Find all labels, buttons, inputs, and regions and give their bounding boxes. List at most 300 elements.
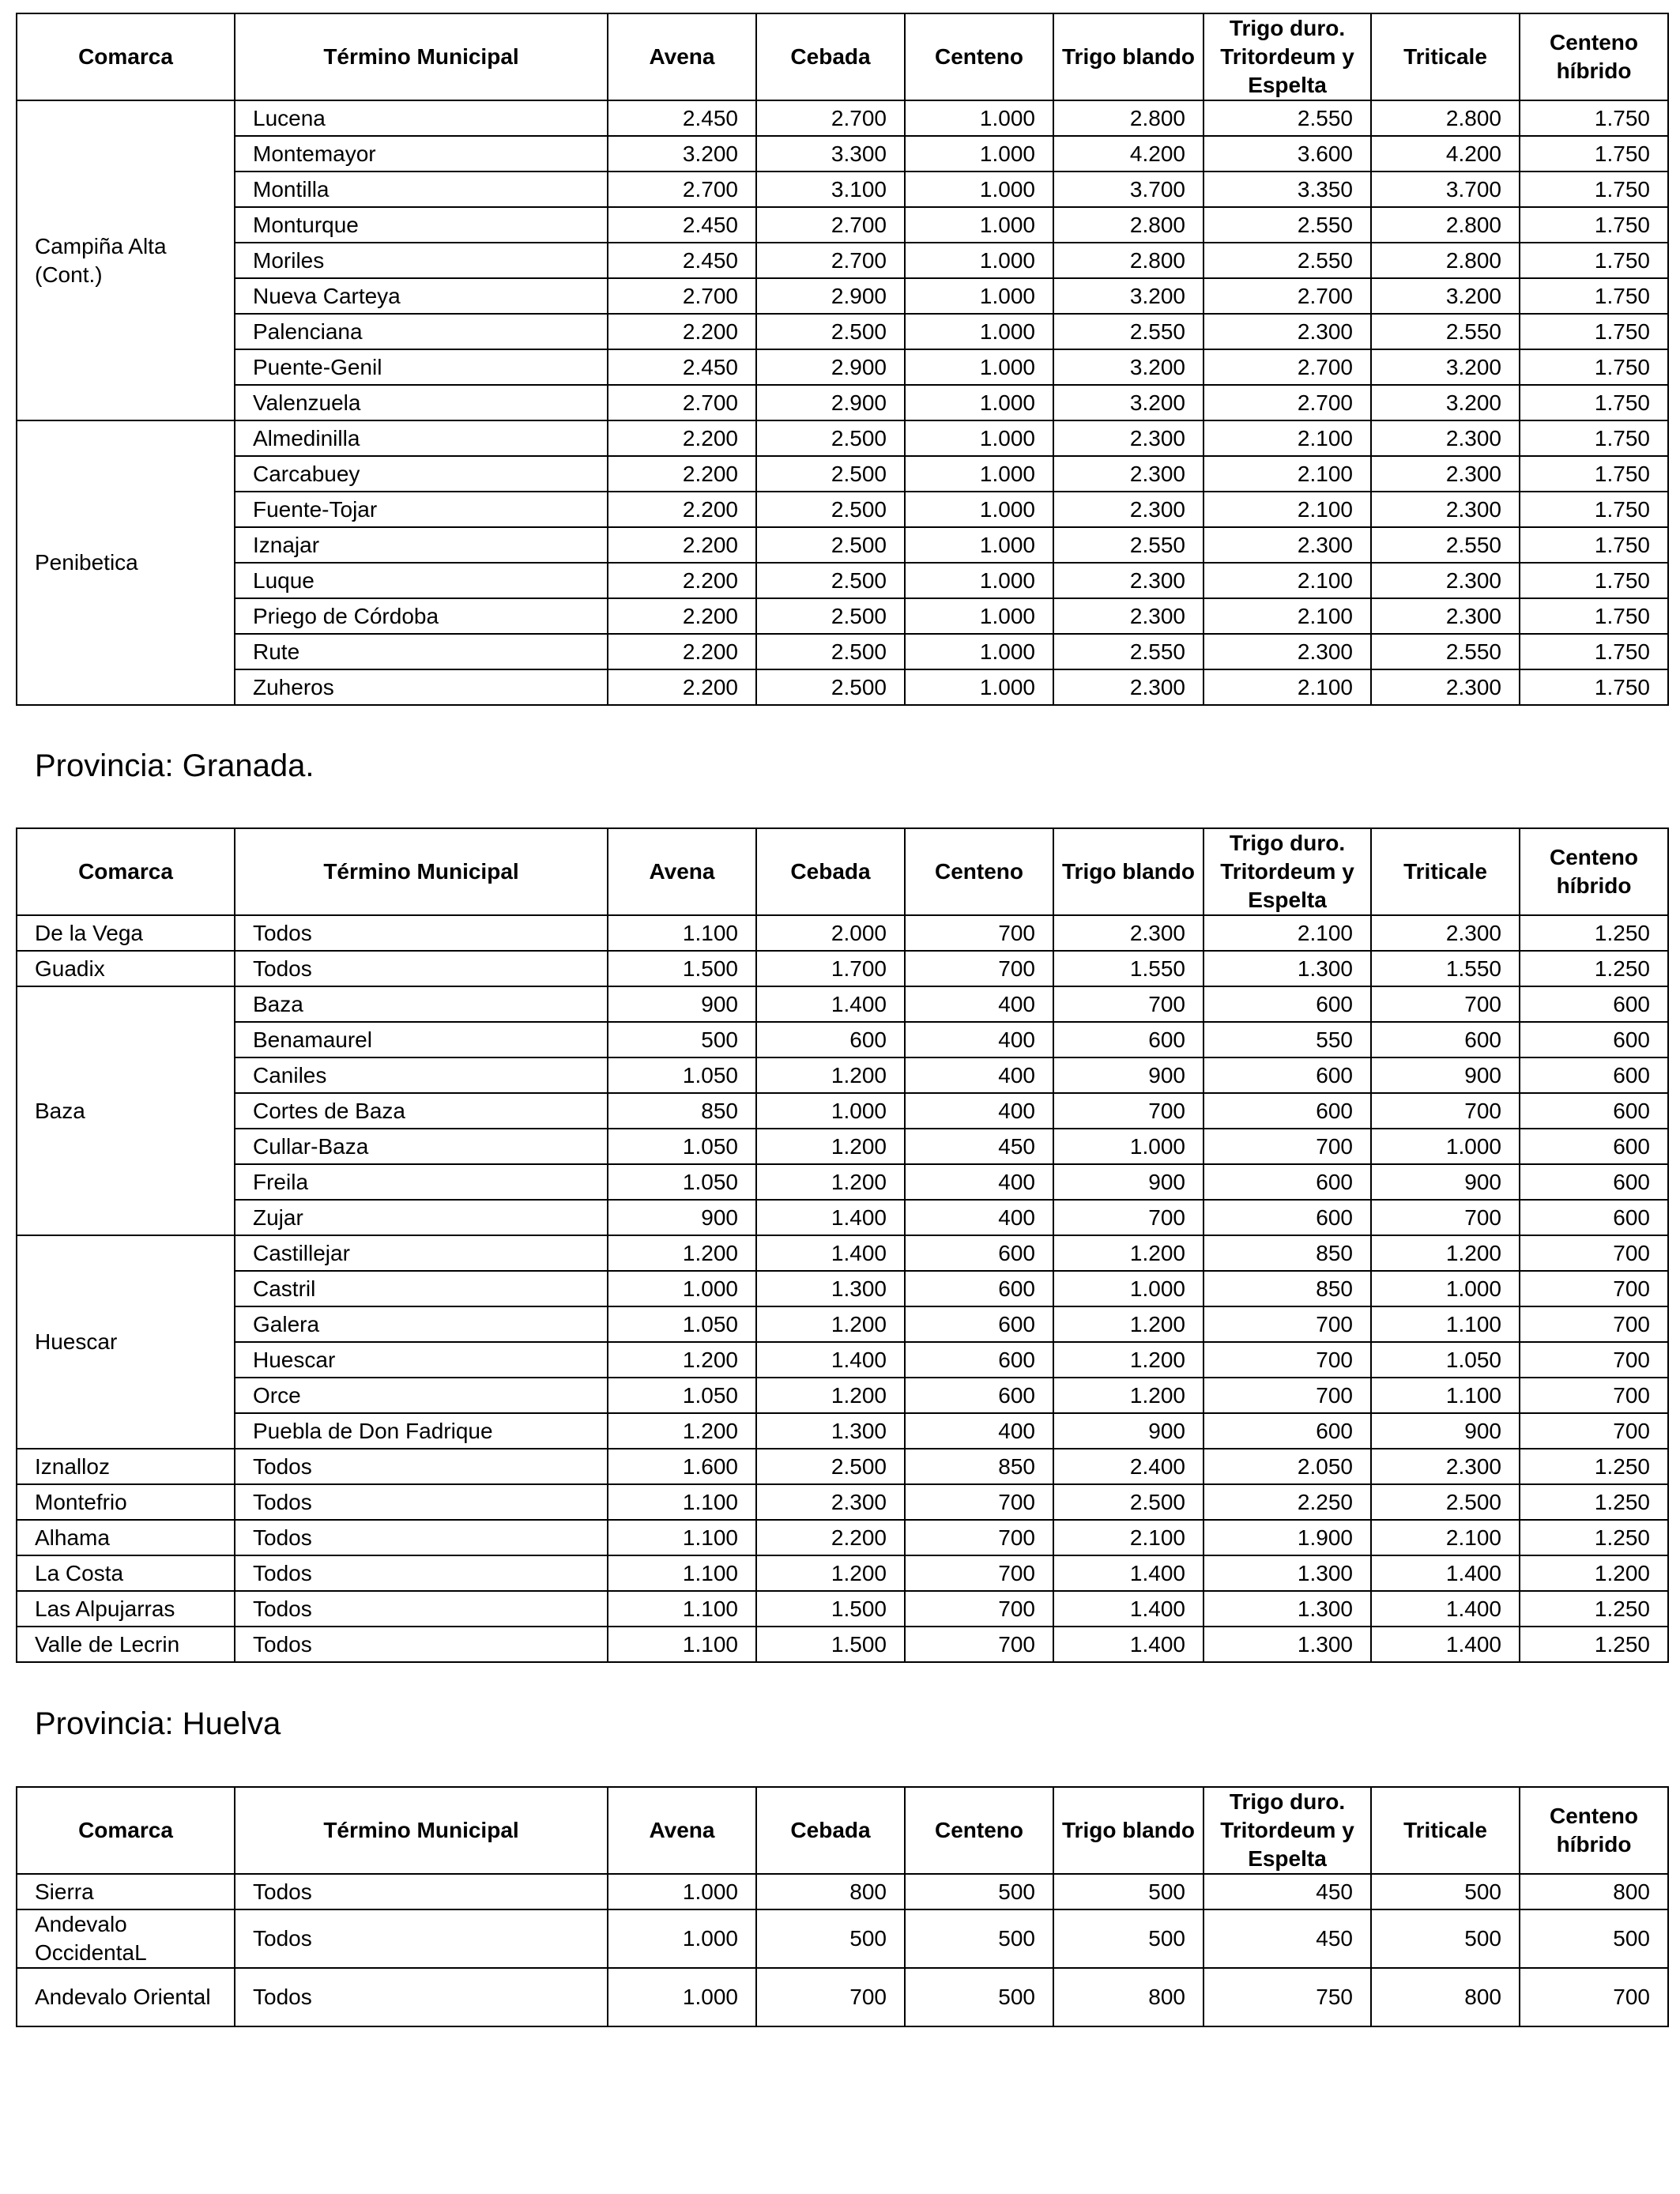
value-cell: 1.000 <box>905 527 1053 563</box>
table-row <box>17 420 1668 456</box>
value-cell: 700 <box>905 951 1053 986</box>
value-cell: 1.400 <box>756 1342 905 1378</box>
value-cell: 1.100 <box>608 1555 756 1591</box>
value-cell: 900 <box>1053 1057 1203 1093</box>
value-cell: 1.200 <box>1053 1306 1203 1342</box>
value-cell: 3.200 <box>1053 385 1203 420</box>
table-row <box>17 1874 1668 1909</box>
value-cell: 2.300 <box>1371 563 1520 598</box>
value-cell: 2.200 <box>608 314 756 349</box>
value-cell: 2.300 <box>1053 598 1203 634</box>
value-cell: 1.300 <box>1203 1627 1371 1662</box>
comarca-cell: Andevalo Oriental <box>17 1968 235 2026</box>
value-cell: 1.500 <box>756 1627 905 1662</box>
value-cell: 1.250 <box>1520 1520 1668 1555</box>
value-cell: 800 <box>1520 1874 1668 1909</box>
value-cell: 1.100 <box>608 915 756 951</box>
value-cell: 2.050 <box>1203 1449 1371 1484</box>
municipio-cell: Caniles <box>235 1057 608 1093</box>
comarca-cell: Guadix <box>17 951 235 986</box>
value-cell: 1.050 <box>608 1164 756 1200</box>
value-cell: 600 <box>1520 1200 1668 1235</box>
value-cell: 1.050 <box>608 1129 756 1164</box>
value-cell: 1.400 <box>756 986 905 1022</box>
value-cell: 1.100 <box>608 1591 756 1627</box>
value-cell: 600 <box>1371 1022 1520 1057</box>
column-header: Término Municipal <box>235 828 608 915</box>
value-cell: 2.300 <box>1371 598 1520 634</box>
value-cell: 700 <box>905 1591 1053 1627</box>
value-cell: 2.100 <box>1203 456 1371 492</box>
value-cell: 1.500 <box>756 1591 905 1627</box>
value-cell: 1.550 <box>1053 951 1203 986</box>
value-cell: 1.000 <box>905 100 1053 136</box>
value-cell: 700 <box>1371 986 1520 1022</box>
value-cell: 600 <box>1520 1022 1668 1057</box>
value-cell: 2.300 <box>1053 492 1203 527</box>
comarca-cell: Baza <box>17 986 235 1235</box>
table-row <box>17 1909 1668 1968</box>
table-row <box>17 207 1668 243</box>
value-cell: 500 <box>1371 1909 1520 1968</box>
value-cell: 1.750 <box>1520 420 1668 456</box>
value-cell: 1.000 <box>905 634 1053 669</box>
value-cell: 2.800 <box>1371 100 1520 136</box>
value-cell: 2.550 <box>1371 527 1520 563</box>
value-cell: 2.300 <box>1371 456 1520 492</box>
table-row <box>17 172 1668 207</box>
value-cell: 700 <box>1203 1378 1371 1413</box>
value-cell: 1.750 <box>1520 278 1668 314</box>
municipio-cell: Lucena <box>235 100 608 136</box>
value-cell: 850 <box>905 1449 1053 1484</box>
municipio-cell: Huescar <box>235 1342 608 1378</box>
value-cell: 1.750 <box>1520 207 1668 243</box>
value-cell: 2.100 <box>1203 669 1371 705</box>
table-row <box>17 492 1668 527</box>
value-cell: 3.200 <box>1053 349 1203 385</box>
value-cell: 2.450 <box>608 243 756 278</box>
value-cell: 500 <box>905 1909 1053 1968</box>
table-row <box>17 136 1668 172</box>
value-cell: 700 <box>1053 1093 1203 1129</box>
value-cell: 700 <box>1520 1306 1668 1342</box>
municipio-cell: Zuheros <box>235 669 608 705</box>
value-cell: 2.300 <box>756 1484 905 1520</box>
value-cell: 1.750 <box>1520 669 1668 705</box>
table-row <box>17 1164 1668 1200</box>
value-cell: 1.750 <box>1520 136 1668 172</box>
value-cell: 2.500 <box>756 1449 905 1484</box>
value-cell: 2.450 <box>608 349 756 385</box>
column-header: Trigo duro. Tritordeum y Espelta <box>1203 13 1371 100</box>
value-cell: 1.000 <box>905 669 1053 705</box>
value-cell: 700 <box>905 915 1053 951</box>
value-cell: 2.500 <box>756 314 905 349</box>
value-cell: 1.400 <box>1053 1555 1203 1591</box>
value-cell: 2.500 <box>1371 1484 1520 1520</box>
value-cell: 900 <box>608 1200 756 1235</box>
value-cell: 1.200 <box>756 1057 905 1093</box>
column-header: Triticale <box>1371 828 1520 915</box>
value-cell: 1.750 <box>1520 172 1668 207</box>
value-cell: 2.200 <box>608 563 756 598</box>
value-cell: 2.300 <box>1053 420 1203 456</box>
value-cell: 2.700 <box>1203 385 1371 420</box>
value-cell: 1.750 <box>1520 563 1668 598</box>
header-row <box>17 1787 1668 1874</box>
value-cell: 400 <box>905 1057 1053 1093</box>
value-cell: 900 <box>608 986 756 1022</box>
municipio-cell: Baza <box>235 986 608 1022</box>
value-cell: 1.600 <box>608 1449 756 1484</box>
value-cell: 2.200 <box>608 598 756 634</box>
value-cell: 2.700 <box>756 243 905 278</box>
value-cell: 1.000 <box>1053 1129 1203 1164</box>
value-cell: 1.750 <box>1520 243 1668 278</box>
value-cell: 600 <box>1053 1022 1203 1057</box>
value-cell: 2.300 <box>1203 314 1371 349</box>
column-header: Trigo blando <box>1053 13 1203 100</box>
value-cell: 2.200 <box>756 1520 905 1555</box>
value-cell: 4.200 <box>1053 136 1203 172</box>
table-row <box>17 915 1668 951</box>
value-cell: 600 <box>1520 1057 1668 1093</box>
value-cell: 2.500 <box>756 598 905 634</box>
value-cell: 1.100 <box>608 1520 756 1555</box>
value-cell: 2.300 <box>1053 669 1203 705</box>
value-cell: 2.100 <box>1203 598 1371 634</box>
comarca-cell: La Costa <box>17 1555 235 1591</box>
value-cell: 2.200 <box>608 420 756 456</box>
value-cell: 1.000 <box>756 1093 905 1129</box>
column-header: Centeno <box>905 13 1053 100</box>
value-cell: 2.300 <box>1371 1449 1520 1484</box>
column-header: Triticale <box>1371 1787 1520 1874</box>
value-cell: 2.800 <box>1053 100 1203 136</box>
value-cell: 1.750 <box>1520 314 1668 349</box>
municipio-cell: Todos <box>235 1909 608 1968</box>
value-cell: 500 <box>1520 1909 1668 1968</box>
value-cell: 1.200 <box>756 1129 905 1164</box>
value-cell: 2.300 <box>1371 915 1520 951</box>
value-cell: 1.000 <box>1371 1271 1520 1306</box>
municipio-cell: Freila <box>235 1164 608 1200</box>
value-cell: 900 <box>1053 1164 1203 1200</box>
value-cell: 850 <box>1203 1235 1371 1271</box>
value-cell: 1.000 <box>905 278 1053 314</box>
value-cell: 700 <box>1203 1342 1371 1378</box>
value-cell: 1.050 <box>608 1378 756 1413</box>
table-row <box>17 349 1668 385</box>
municipio-cell: Orce <box>235 1378 608 1413</box>
value-cell: 2.700 <box>756 100 905 136</box>
column-header: Triticale <box>1371 13 1520 100</box>
table-row <box>17 1484 1668 1520</box>
value-cell: 700 <box>1053 1200 1203 1235</box>
value-cell: 900 <box>1371 1164 1520 1200</box>
value-cell: 1.300 <box>1203 1555 1371 1591</box>
yield-table-cordoba-cont <box>16 13 1669 706</box>
value-cell: 2.550 <box>1203 100 1371 136</box>
value-cell: 1.200 <box>1053 1342 1203 1378</box>
value-cell: 1.250 <box>1520 951 1668 986</box>
value-cell: 1.200 <box>756 1555 905 1591</box>
column-header: Comarca <box>17 1787 235 1874</box>
header-row <box>17 13 1668 100</box>
province-heading-granada: Provincia: Granada. <box>35 748 315 783</box>
value-cell: 600 <box>905 1306 1053 1342</box>
column-header: Término Municipal <box>235 13 608 100</box>
value-cell: 600 <box>1203 986 1371 1022</box>
value-cell: 1.250 <box>1520 1591 1668 1627</box>
value-cell: 600 <box>1203 1057 1371 1093</box>
value-cell: 700 <box>905 1627 1053 1662</box>
value-cell: 400 <box>905 1022 1053 1057</box>
municipio-cell: Moriles <box>235 243 608 278</box>
value-cell: 1.200 <box>1053 1378 1203 1413</box>
value-cell: 600 <box>905 1271 1053 1306</box>
table-row <box>17 1555 1668 1591</box>
table-row <box>17 1378 1668 1413</box>
value-cell: 1.100 <box>608 1627 756 1662</box>
value-cell: 800 <box>756 1874 905 1909</box>
value-cell: 1.100 <box>1371 1378 1520 1413</box>
municipio-cell: Cortes de Baza <box>235 1093 608 1129</box>
value-cell: 1.750 <box>1520 492 1668 527</box>
column-header: Cebada <box>756 1787 905 1874</box>
value-cell: 2.200 <box>608 634 756 669</box>
value-cell: 1.000 <box>1371 1129 1520 1164</box>
municipio-cell: Todos <box>235 1591 608 1627</box>
value-cell: 1.000 <box>905 136 1053 172</box>
value-cell: 900 <box>1371 1057 1520 1093</box>
comarca-cell: Campiña Alta (Cont.) <box>17 100 235 420</box>
value-cell: 3.300 <box>756 136 905 172</box>
value-cell: 700 <box>905 1484 1053 1520</box>
comarca-cell: Montefrio <box>17 1484 235 1520</box>
value-cell: 2.500 <box>1053 1484 1203 1520</box>
value-cell: 500 <box>1053 1909 1203 1968</box>
value-cell: 2.200 <box>608 527 756 563</box>
value-cell: 2.300 <box>1203 527 1371 563</box>
value-cell: 750 <box>1203 1968 1371 2026</box>
value-cell: 2.500 <box>756 492 905 527</box>
column-header: Avena <box>608 13 756 100</box>
value-cell: 1.000 <box>608 1968 756 2026</box>
column-header: Comarca <box>17 828 235 915</box>
value-cell: 1.750 <box>1520 598 1668 634</box>
table-row <box>17 1342 1668 1378</box>
value-cell: 1.000 <box>905 349 1053 385</box>
municipio-cell: Palenciana <box>235 314 608 349</box>
table-row <box>17 1413 1668 1449</box>
table-row <box>17 951 1668 986</box>
table-row <box>17 1627 1668 1662</box>
value-cell: 1.100 <box>608 1484 756 1520</box>
municipio-cell: Almedinilla <box>235 420 608 456</box>
table-row <box>17 278 1668 314</box>
value-cell: 700 <box>1203 1306 1371 1342</box>
municipio-cell: Priego de Córdoba <box>235 598 608 634</box>
table-row <box>17 1022 1668 1057</box>
value-cell: 2.300 <box>1053 456 1203 492</box>
column-header: Centeno <box>905 1787 1053 1874</box>
value-cell: 2.100 <box>1053 1520 1203 1555</box>
value-cell: 1.000 <box>1053 1271 1203 1306</box>
value-cell: 1.200 <box>756 1164 905 1200</box>
municipio-cell: Montilla <box>235 172 608 207</box>
value-cell: 2.200 <box>608 492 756 527</box>
value-cell: 2.100 <box>1203 420 1371 456</box>
value-cell: 600 <box>756 1022 905 1057</box>
value-cell: 2.100 <box>1371 1520 1520 1555</box>
value-cell: 2.550 <box>1053 634 1203 669</box>
municipio-cell: Monturque <box>235 207 608 243</box>
municipio-cell: Puebla de Don Fadrique <box>235 1413 608 1449</box>
value-cell: 1.750 <box>1520 456 1668 492</box>
value-cell: 600 <box>905 1378 1053 1413</box>
value-cell: 700 <box>905 1520 1053 1555</box>
value-cell: 1.900 <box>1203 1520 1371 1555</box>
column-header: Cebada <box>756 828 905 915</box>
municipio-cell: Galera <box>235 1306 608 1342</box>
value-cell: 700 <box>1520 1378 1668 1413</box>
table-row <box>17 598 1668 634</box>
table-row <box>17 314 1668 349</box>
municipio-cell: Benamaurel <box>235 1022 608 1057</box>
municipio-cell: Fuente-Tojar <box>235 492 608 527</box>
value-cell: 1.250 <box>1520 1449 1668 1484</box>
municipio-cell: Todos <box>235 1968 608 2026</box>
value-cell: 3.200 <box>1053 278 1203 314</box>
table-row <box>17 100 1668 136</box>
value-cell: 1.200 <box>608 1235 756 1271</box>
value-cell: 1.050 <box>608 1057 756 1093</box>
municipio-cell: Todos <box>235 951 608 986</box>
table-row <box>17 1306 1668 1342</box>
value-cell: 2.300 <box>1371 420 1520 456</box>
table-row <box>17 456 1668 492</box>
value-cell: 2.700 <box>608 385 756 420</box>
table-row <box>17 1093 1668 1129</box>
value-cell: 2.200 <box>608 669 756 705</box>
value-cell: 2.100 <box>1203 915 1371 951</box>
value-cell: 600 <box>1203 1093 1371 1129</box>
value-cell: 3.350 <box>1203 172 1371 207</box>
value-cell: 700 <box>1520 1968 1668 2026</box>
column-header: Comarca <box>17 13 235 100</box>
municipio-cell: Puente-Genil <box>235 349 608 385</box>
value-cell: 500 <box>905 1874 1053 1909</box>
value-cell: 2.300 <box>1053 563 1203 598</box>
value-cell: 600 <box>1520 1129 1668 1164</box>
municipio-cell: Todos <box>235 1520 608 1555</box>
value-cell: 1.050 <box>608 1306 756 1342</box>
value-cell: 1.000 <box>905 598 1053 634</box>
value-cell: 3.200 <box>1371 278 1520 314</box>
value-cell: 1.000 <box>608 1909 756 1968</box>
table-row <box>17 1235 1668 1271</box>
value-cell: 700 <box>1520 1235 1668 1271</box>
column-header: Trigo blando <box>1053 828 1203 915</box>
column-header: Cebada <box>756 13 905 100</box>
value-cell: 1.400 <box>756 1200 905 1235</box>
value-cell: 2.250 <box>1203 1484 1371 1520</box>
value-cell: 600 <box>1520 1093 1668 1129</box>
value-cell: 1.750 <box>1520 385 1668 420</box>
value-cell: 850 <box>608 1093 756 1129</box>
value-cell: 4.200 <box>1371 136 1520 172</box>
municipio-cell: Todos <box>235 1555 608 1591</box>
value-cell: 400 <box>905 1200 1053 1235</box>
value-cell: 1.000 <box>905 207 1053 243</box>
municipio-cell: Montemayor <box>235 136 608 172</box>
municipio-cell: Luque <box>235 563 608 598</box>
value-cell: 1.400 <box>1371 1555 1520 1591</box>
table-row <box>17 1520 1668 1555</box>
value-cell: 3.100 <box>756 172 905 207</box>
column-header: Trigo blando <box>1053 1787 1203 1874</box>
column-header: Centeno híbrido <box>1520 828 1668 915</box>
value-cell: 1.750 <box>1520 349 1668 385</box>
comarca-cell: Iznalloz <box>17 1449 235 1484</box>
value-cell: 2.550 <box>1053 527 1203 563</box>
value-cell: 600 <box>905 1342 1053 1378</box>
value-cell: 2.700 <box>1203 278 1371 314</box>
value-cell: 600 <box>1520 1164 1668 1200</box>
value-cell: 1.000 <box>905 172 1053 207</box>
value-cell: 3.700 <box>1053 172 1203 207</box>
table-row <box>17 634 1668 669</box>
value-cell: 1.000 <box>905 456 1053 492</box>
value-cell: 2.800 <box>1371 207 1520 243</box>
value-cell: 1.050 <box>1371 1342 1520 1378</box>
value-cell: 450 <box>905 1129 1053 1164</box>
value-cell: 900 <box>1371 1413 1520 1449</box>
comarca-cell: Penibetica <box>17 420 235 705</box>
column-header: Avena <box>608 1787 756 1874</box>
table-row <box>17 669 1668 705</box>
value-cell: 1.300 <box>1203 951 1371 986</box>
value-cell: 2.700 <box>608 278 756 314</box>
municipio-cell: Zujar <box>235 1200 608 1235</box>
value-cell: 1.000 <box>905 243 1053 278</box>
comarca-cell: De la Vega <box>17 915 235 951</box>
value-cell: 2.900 <box>756 385 905 420</box>
value-cell: 1.200 <box>1053 1235 1203 1271</box>
table-row <box>17 1271 1668 1306</box>
value-cell: 400 <box>905 1093 1053 1129</box>
value-cell: 2.500 <box>756 634 905 669</box>
table-row <box>17 243 1668 278</box>
value-cell: 1.100 <box>1371 1306 1520 1342</box>
value-cell: 1.400 <box>756 1235 905 1271</box>
value-cell: 2.550 <box>1371 314 1520 349</box>
municipio-cell: Nueva Carteya <box>235 278 608 314</box>
value-cell: 450 <box>1203 1909 1371 1968</box>
column-header: Trigo duro. Tritordeum y Espelta <box>1203 1787 1371 1874</box>
municipio-cell: Valenzuela <box>235 385 608 420</box>
value-cell: 1.000 <box>905 314 1053 349</box>
value-cell: 850 <box>1203 1271 1371 1306</box>
value-cell: 2.200 <box>608 456 756 492</box>
value-cell: 700 <box>1203 1129 1371 1164</box>
column-header: Centeno híbrido <box>1520 1787 1668 1874</box>
value-cell: 700 <box>756 1968 905 2026</box>
table-row <box>17 385 1668 420</box>
table-row <box>17 1129 1668 1164</box>
